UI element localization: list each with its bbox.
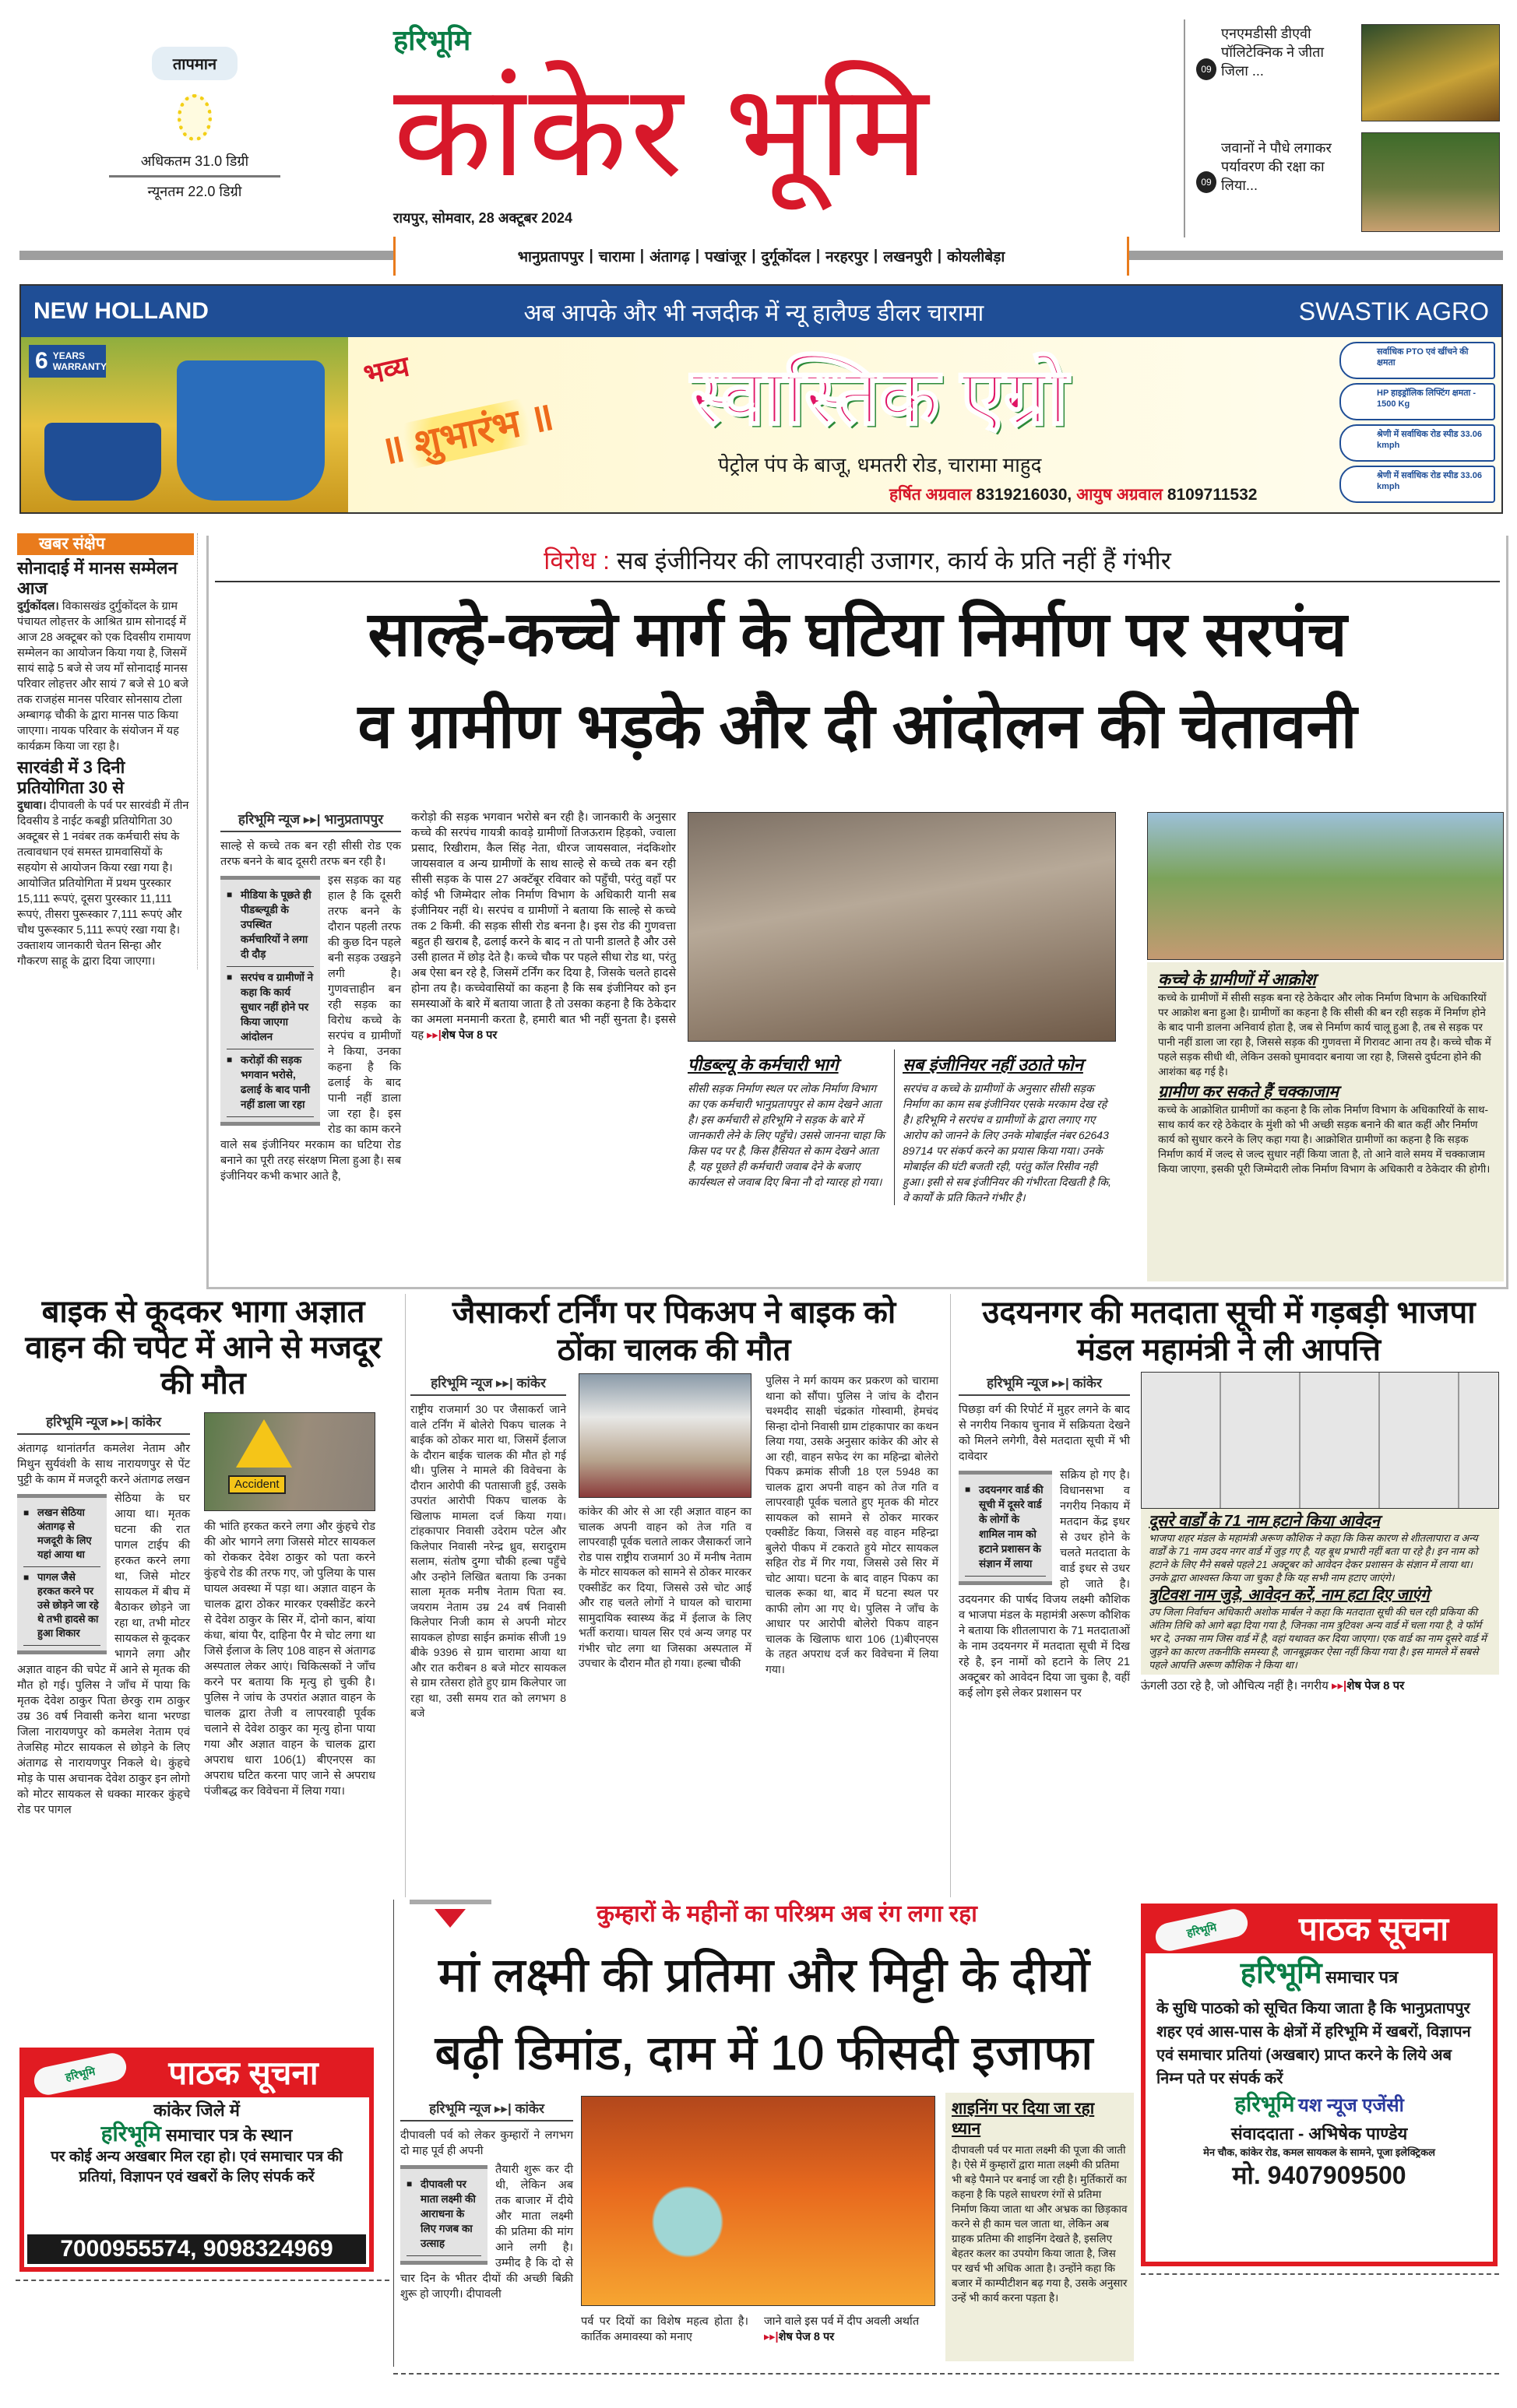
divider <box>16 2280 389 2281</box>
lead-col2: करोड़ो की सड़क भगवान भरोसे बन रही है। जानकारी के अनुसार कच्चे की सरपंच गायत्री कावड़े ग्रामीणों तिजऊराम हिड़को, ज्वाला प्रसाद, रिखीराम, कैल सिंह नेता, धीरज जायसवाल, नंदकिशोर जायसवाल व अन्य ग्रामीणों के साथ साल्हे से कच्चे तक बन रही सीसी सड़क के पास 27 अक्टॅबूर रविवार को पहुँची, परंतु वहाँ पर कोई भी जिम्मेदार लोक निर्माण विभाग के अधिकारी यानी सब इंजीनियर नहीं थे। सरपंच व ग्रामीणों ने बताया कि साल्हे से कच्चे तक 2 किमी. की सड़क सीसी रोड बनना है। इस रोड की गुणवत्ता बहुत ही खराब है, ढलाई करने के बाद न तो पानी डालते है और उसे उसी हालत में छोड़ देते है। कच्चे चौक पर पहले सीधा रोड था, परंतु अब ऐसा बन रहे है, जिसमें टर्निंग कर दिया है, जिसके चलते हादसे होना तय है। कच्चेवासियों का कहना है कि सब इंजीनियर को इन समस्याओं के बारे में बताया जाता है तो उसका कहना है कि ठेकेदार का अमला मनमानी करता है, हमारी बात भी नहीं सुनता है। इससे यह ▸▸|शेष पेज 8 पर <box>411 811 676 1042</box>
villagers-photo <box>1147 812 1504 960</box>
ad-business-name: स्वास्तिक एग्रो <box>691 353 1068 441</box>
brand-logo: हरिभूमि <box>393 24 471 56</box>
tractor-icon <box>177 360 325 501</box>
sidebar-engineer: सब इंजीनियर नहीं उठाते फोन सरपंच व कच्चे के ग्रामीणों के अनुसार सीसी सड़क निर्माण का काम सब इंजीनियर एसके मरकाम देख रहे है। हरिभूमि ने सरपंच व ग्रामीणों के द्वारा लगाए गए आरोप को जानने के लिए उनके मोबाईल नंबर 62643 89714 पर संकर्प करने का प्रयास किया गया। उनके मोबाईल की घंटी बजती रही, परंतु कॉल रिसीव नही हुआ। इसी से सब इंजीनियर की गंभीरता दिखती है कि, वे कार्यों के प्रति कितने गंभीर है। <box>894 1049 1116 1205</box>
lead-kicker: विरोध : सब इंजीनियर की लापरवाही उजागर, कार्य के प्रति नहीं हैं गंभीर <box>215 545 1500 582</box>
story-diya-demand: कुम्हारों के महीनों का परिश्रम अब रंग लगा रहा मां लक्ष्मी की प्रतिमा और मिट्टी के दीयों बढ़ी डिमांड, दाम में 10 फीसदी इजाफा हरिभूमि न्यूज ▸▸| कांकेर दीपावली पर्व को लेकर कुम्हारों ने लगभग दो माह पूर्व ही अपनी ■ दीपावली पर माता लक्ष्मी की आराधना के लिए गजब का उत्साह तैयारी शुरू कर दी थी, लेकिन अब तक बाजार में दीये और माता लक्ष्मी की प्रतिमा की मांग आने लगी है। उम्मीद है कि दो से चार दिन के भीतर दीयों की अच्छी बिक्री शुरू हो जाएगी। दीपावली पर्व पर दियों का विशेष महत्व होता है। कार्तिक अमावस्या को मनाए जाने वाले इस पर्व में दीप अवली अर्थात ▸▸|शेष पेज 8 पर शाइनिंग पर दिया जा रहा ध्यान दीपावली पर्व पर माता लक्ष्मी की पूजा की जाती है। ऐसे में कुम्हारों द्वारा माता लक्ष्मी की प्रतिमा भी बड़े पैमाने पर बनाई जा रही है। मुर्तिकारों का कहना है कि पहले साधरण रंगों से प्रतिमा निर्माण किया जाता था और अभ्रक का छिड़काव करने से ही काम चल जाता था, लेकिन अब ग्राहक प्रतिमा की शाइनिंग देखते है, इसलिए बेहतर कलर का उपयोग किया जाता है, जिस पर खर्च भी अधिक आता है। उन्होंने कहा कि बजार में काम्पीटीशन बढ़ गया है, उसके अनुसार उन्हें भी कार्य करना पड़ता है। <box>393 1900 1133 2367</box>
teaser-photo <box>1361 24 1500 121</box>
headline: जैसाकर्रा टर्निंग पर पिकअप ने बाइक को ठोंका चालक की मौत <box>452 1295 896 1367</box>
sun-icon <box>178 94 212 141</box>
reader-notice-left: हरिभूमि पाठक सूचना कांकेर जिले में हरिभूमि समाचार पत्र के स्थान पर कोई अन्य अखबार मिल रहा हो। एवं समाचार पत्र की प्रतियां, विज्ञापन एवं खबरों के लिए संपर्क करें 7000955574, 9098324969 <box>19 2048 374 2272</box>
location-link[interactable]: कोयलीबेड़ा <box>947 249 1005 265</box>
briefs-header: खबर संक्षेप <box>17 533 194 555</box>
separator: | <box>589 248 593 264</box>
tractor-icon <box>44 423 161 501</box>
bike-col1: हरिभूमि न्यूज ▸▸| कांकेर अंतागढ़ थानांतर्गत कमलेश नेताम और मिथुन सुर्यवंशी के साथ नारायणपुर से पेंट पुट्टी के काम में मजदूरी करने अंतागढ लखन ■ लखन सेठिया अंतागढ़ से मजदूरी के लिए यहां आया था ■ पागल जैसे हरकत करने पर उसे छोड़ने जा रहे थे तभी हादसे का हुआ शिकार सेठिया के घर आया था। मृतक घटना की रात पागल टाईप की हरकत करने लगा था, जिसे मोटर सायकल में बीच में बैठाकर छोड़ने जा रहा था, तभी मोटर सायकल से कूदकर भागने लगा और अज्ञात वाहन की चपेट में आने से मृतक की मौत हो गई। पुलिस ने जाँच में पाया कि मृतक देवेश ठाकुर पिता छेरकु राम ठाकुर उम्र 36 वर्ष निवासी कनेरा थाना भरण्डा जिला नारायणपुर को कमलेश नेताम एवं तेजसिह मोटर सायकल से छोड़ने के लिए अंतागढ से नारायणपुर निकले थे। कुंहचे मोड़ के पास अचानक देवेश ठाकुर इन लोगो को मोटर सायकल से धक्का मारकर कुंहचे रोड पर पागल <box>17 1412 190 1818</box>
continued-link[interactable]: ▸▸|शेष पेज 8 पर <box>764 2331 835 2343</box>
location-link[interactable]: पखांजूर <box>705 249 747 265</box>
chevron-down-icon <box>435 1909 466 1928</box>
lead-col1: हरिभूमि न्यूज ▸▸| भानुप्रतापपुर साल्हे से कच्चे तक बन रही सीसी रोड एक तरफ बनने के बाद दूसरी तरफ बन रही है। ■ मीडिया के पूछते ही पीडब्ल्यूडी के उपस्थित कर्मचारियों ने लगा दी दौड़ ■ सरपंच व ग्रामीणों ने कहा कि कार्य सुधार नहीं होने पर किया जाएगा आंदोलन ■ करोड़ों की सड़क भगवान भरोसे, ढलाई के बाद पानी नहीं डाला जा रहा इस सड़क का यह हाल है कि दूसरी तरफ बनने के दौरान पहली तरफ की कुछ दिन पहले बनी सड़क उखड़ने लगी है। गुणवत्ताहीन बन रही सड़क का विरोध कच्चे के सरपंच व ग्रामीणों ने किया, उनका कहना है कि ढलाई के बाद पानी नहीं डाला जा रहा है। इस रोड का काम करने वाले सब इंजीनियर मरकाम का घटिया रोड बनाने का पूरी तरह संरक्षण मिला हुआ है। सब इंजीनियर कभी कभार आते है, <box>220 810 401 1184</box>
ad-header <box>21 286 1501 337</box>
accident-image <box>204 1412 375 1511</box>
headline: बाइक से कूदकर भागा अज्ञात वाहन की चपेट में आने से मजदूर की मौत <box>25 1295 382 1401</box>
ad-feature: श्रेणी में सर्वाधिक रोड स्पीड 33.06 kmph <box>1339 466 1495 503</box>
new-holland-logo: NEW HOLLAND <box>33 298 209 324</box>
voter-list-photo <box>1141 1372 1499 1509</box>
brief-item: सोनादाई में मानस सम्मेलन आज दुर्गुकोंदल। विकासखंड दुर्गुकोंदल के ग्राम पंचायत लोहत्तर के आश्रित ग्राम सोनादई में आज 28 अक्टूबर को एक दिवसीय रामायण सम्मेलन का आयोजन किया गया है, जिसमें सायं साढ़े 5 बजे से जय माँ सोनादाई मानस परिवार लोहत्तर और सायं 7 बजे से 10 बजे तक राजहंस मानस परिवार सोनसाय टोला अम्बागढ़ चौकी के द्वारा मानस पाठ किया जाएगा। नायक परिवार के संयोजन में यह कार्यक्रम किया जा रहा है। <box>17 558 194 754</box>
swastik-agro-logo: SWASTIK AGRO <box>1298 297 1489 325</box>
news-briefs <box>17 533 198 969</box>
highlights-box: ■ लखन सेठिया अंतागढ़ से मजदूरी के लिए यहां आया था ■ पागल जैसे हरकत करने पर उसे छोड़ने जा रहे थे तभी हादसे का हुआ शिकार <box>17 1494 107 1654</box>
lead-story <box>206 536 1508 1289</box>
location-link[interactable]: चारामा <box>598 249 635 265</box>
bike-col2: Accident की भांति हरकत करने लगा और कुंहचे रोड की ओर भागने लगा जिससे मोटर सायकल को रोककर देवेश ठाकुर को पता करने कुंहचे रोड की तरफ गए, जो पुलिया के पास घायल अवस्था में पड़ा था। अज्ञात वाहन के चालक द्वारा ठोकर मारकर एक्सीडेंट करने से देवेश ठाकुर के सिर में, दोनो कान, बांया कंधा, बांया पैर, दाहिना पैर मे चोट लगा था जिसे ईलाज के लिए 108 वाहन से अंतागढ अस्पताल लेकर आएं। चिकित्सकों ने जाँच करने पर बताया कि मृत्यु हो चुकी है। पुलिस ने जांच के उपरांत अज्ञात वाहन के चालक द्वारा तेजी व लापरवाही पूर्वक चलाने से देवेश ठाकुर का मृत्यु होना पाया गया और अज्ञात वाहन के चालक द्वारा अपराध धारा 106(1) बीएनएस का अपराध घटित करना पाए जाने से अपराध पंजीबद्ध कर विवेचना में लिया गया। <box>204 1412 375 1799</box>
headline: मां लक्ष्मी की प्रतिमा और मिट्टी के दीयों बढ़ी डिमांड, दाम में 10 फीसदी इजाफा <box>435 1949 1093 2080</box>
bhavya-text: भव्य <box>361 350 413 391</box>
highlights-box: ■ दीपावली पर माता लक्ष्मी की आराधना के लिए गजब का उत्साह <box>400 2165 487 2265</box>
newspaper-title: कांकेर भूमि <box>393 59 931 202</box>
lead-headline: साल्हे-कच्चे मार्ग के घटिया निर्माण पर सरपंच व ग्रामीण भड़के और दी आंदोलन की चेतावनी <box>357 599 1357 761</box>
kicker: कुम्हारों के महीनों का परिश्रम अब रंग लगा रहा <box>597 1901 977 1927</box>
brief-text: विकासखंड दुर्गुकोंदल के ग्राम पंचायत लोहत्तर के आश्रित ग्राम सोनादई में आज 28 अक्टूबर को एक दिवसीय रामायण सम्मेलन का आयोजन किया गया है, जिसमें सायं साढ़े 5 बजे से जय माँ सोनादाई मानस परिवार लोहत्तर और सायं 7 बजे से 10 बजे तक राजहंस मानस परिवार सोनसाय टोला अम्बागढ़ चौकी के द्वारा मानस पाठ किया जाएगा। नायक परिवार के संयोजन में यह कार्यक्रम किया जा रहा है। <box>17 600 191 753</box>
weather-label: तापमान <box>152 47 238 80</box>
road-photo <box>688 812 1116 1042</box>
warning-sign-icon <box>236 1419 292 1468</box>
brief-text: दीपावली के पर्व पर सारवंडी में तीन दिवसीय डे नाईट कबड्डी प्रतियोगिता 30 अक्टूबर से 1 नवंबर तक कर्मचारी संघ के तत्वावधान एवं समस्त ग्रामवासियों के सहयोग से आयोजन किया रखा गया है। आयोजित प्रतियोगिता में प्रथम पुरस्कार 15,111 रूपएं, दूसरा पुरस्कार 11,111 रूपएं, तीसरा पुरूस्कार 7,111 रूपएं और चौथ पुरूस्कार 5,111 रूपएं रखा गया है। उक्ताशय जानकारी चेतन सिन्हा और गौकरण साहू के द्वारा दिया जाएगा। <box>17 800 189 968</box>
newspaper-roll-icon: हरिभूमि <box>32 2051 129 2097</box>
story-bike-accident <box>17 1294 389 2041</box>
teaser-item[interactable] <box>1196 132 1504 234</box>
location-nav <box>393 237 1129 276</box>
byline: हरिभूमि न्यूज ▸▸| कांकेर <box>17 1412 190 1435</box>
story-voter-list <box>950 1294 1507 1897</box>
teaser-photo <box>1361 132 1500 232</box>
ad-feature: श्रेणी में सर्वाधिक रोड स्पीड 33.06 kmph <box>1339 424 1495 462</box>
weather-widget <box>109 47 280 202</box>
separator: | <box>937 248 942 264</box>
pickup-photo <box>579 1373 751 1498</box>
voter-col1: हरिभूमि न्यूज ▸▸| कांकेर पिछड़ा वर्ग की रिपोर्ट में मुहर लगने के बाद से नगरीय निकाय चुनाव में सक्रियता देखने को मिलने लगेगी, वैसे मतदाता सूची में भी दावेदार ■ उदयनगर वार्ड की सूची में दूसरे वार्ड के लोगों के शामिल नाम को हटाने प्रशासन के संज्ञान में लाया सक्रिय हो गए है। विधानसभा व नगरीय निकाय में मतदान केंद्र इधर से उधर होने के चलते मतदाता के वार्ड इधर से उधर हो जाते है। उदयनगर की पार्षद विजय लक्ष्मी कौशिक व भाजपा मंडल के महामंत्री अरूण कौशिक ने बताया कि शीतलापारा के 71 मतदाताओं के नाम उदयनगर में मतदाता सूची में दिख रहे है, इन नामों को हटाने के लिए 21 अक्टूबर को आवेदन दिया जा चुका है, वहीं कई लोग इसे लेकर प्रशासन पर <box>959 1373 1130 1701</box>
masthead <box>393 23 1125 232</box>
byline: हरिभूमि न्यूज ▸▸| भानुप्रतापपुर <box>220 810 401 832</box>
separator: | <box>695 248 700 264</box>
diya-col1: हरिभूमि न्यूज ▸▸| कांकेर दीपावली पर्व को लेकर कुम्हारों ने लगभग दो माह पूर्व ही अपनी ■ दीपावली पर माता लक्ष्मी की आराधना के लिए गजब का उत्साह तैयारी शुरू कर दी थी, लेकिन अब तक बाजार में दीये और माता लक्ष्मी की प्रतिमा की मांग आने लगी है। उम्मीद है कि दो से चार दिन के भीतर दीयों की अच्छी बिक्री शुरू हो जाएगी। दीपावली <box>400 2099 573 2302</box>
reader-notice-right: हरिभूमि पाठक सूचना हरिभूमि समाचार पत्र के सुधि पाठको को सूचित किया जाता है कि भानुप्रतापपुर शहर एवं आस-पास के क्षेत्रों में हरिभूमि में खबरों, विज्ञापन एवं समाचार प्रतियां (अखबार) प्राप्त करने के लिये अब निम्न पते पर संपर्क करें हरिभूमि यश न्यूज एजेंसी संवाददाता - अभिषेक पाण्डेय मेन चौक, कांकेर रोड, कमल सायकल के सामने, पूजा इलेक्ट्रिकल मो. 9407909500 <box>1141 1904 1498 2266</box>
diya-photo <box>581 2096 935 2306</box>
newspaper-roll-icon: हरिभूमि <box>1153 1907 1251 1953</box>
page-badge: 09 <box>1196 171 1216 193</box>
byline: हरिभूमि न्यूज ▸▸| कांकेर <box>410 1373 566 1396</box>
separator: | <box>873 248 878 264</box>
tractor-image <box>21 337 348 514</box>
location-link[interactable]: नरहरपुर <box>825 249 868 265</box>
phone-number: मो. 9407909500 <box>1232 2161 1406 2189</box>
continued-link[interactable]: ▸▸|शेष पेज 8 पर <box>1331 1679 1405 1693</box>
highlights-box: ■ उदयनगर वार्ड की सूची में दूसरे वार्ड के लोगों के शामिल नाम को हटाने प्रशासन के संज्ञान में लाया <box>959 1471 1052 1585</box>
advertisement-swastik-agro[interactable] <box>19 284 1503 514</box>
shubharambh-text: ॥ शुभारंभ ॥ <box>376 394 558 473</box>
pickup-col1: हरिभूमि न्यूज ▸▸| कांकेर राष्ट्रीय राजमार्ग 30 पर जैसाकर्रा जाने वाले टर्निंग में बोलेरो पिकप चालक ने बाईक को ठोकर मारा था, जिसमें ईलाज के दौरान बाईक चालक की मौत हो गई थी। पुलिस ने मामले की विवेचना के दौरान आरोपी की पतासाजी हुई, उसके उपरांत आरोपी पिकप चालक के खिलाफ मामला दर्ज किया गया। टांहकापार निवासी उदेराम पटेल और किलेपार निवासी नरेन्द्र ध्रुव, सरादुराम सलाम, संतोष दुग्गा चौकी हल्बा पहुँचे और उन्होने लिखित बताया कि उनका साला मृतक मनीष नेताम पिता स्व. जयराम नेताम उम्र 24 वर्ष निवासी किलेपार निजी काम से अपनी मोटर सायकल होण्डा साईन क्रमांक सीजी 19 बीके 9396 से ग्राम चारामा आया था और रात करीबन 8 बजे मोटर सायकल से ग्राम रतेसरा होते हुए ग्राम किलेपार जा रहा था, उसी समय रात को लगभग 8 बजे <box>410 1373 566 1721</box>
teasers <box>1184 19 1507 237</box>
dateline: रायपुर, सोमवार, 28 अक्टूबर 2024 <box>393 210 573 226</box>
brief-title: सारवंडी में 3 दिनी प्रतियोगिता 30 से <box>17 758 125 797</box>
pickup-col2: कांकेर की ओर से आ रही अज्ञात वाहन का चालक अपनी वाहन को तेज गति व लापरवाही पूर्वक चलाते लाकर जैसाकर्रा जाने रोड पास राष्ट्रीय राजमार्ग 30 में मनीष नेताम के मोटर सायकल को सामने से ठोकर मारकर एक्सीडेंट कर दिया, जिससे उसे चोट आई और राह चलते लोगों ने घायल को चारामा सामुदायिक स्वास्थ्य केंद्र में ईलाज के लिए भर्ती कराया। घायल सिर एवं अन्य जगह पर गंभीर चोट लगा था जिसका अस्पताल में उपचार के दौरान मौत हो गया। हल्बा चौकी <box>579 1373 751 1672</box>
divider <box>1141 2273 1499 2275</box>
ad-contacts: हर्षित अग्रवाल 8319216030, आयुष अग्रवाल 8109711532 <box>889 486 1258 504</box>
min-temperature: न्यूनतम 22.0 डिग्री <box>147 184 242 199</box>
sidebar-pwd: पीडब्ल्यू के कर्मचारी भागे सीसी सड़क निर्माण स्थल पर लोक निर्माण विभाग का एक कर्मचारी भानुप्रतापपुर से काम देखने आता है। इस कर्मचारी से हरिभूमि ने सड़क के बारे में जानकारी लेने के लिए पहुँचे। उससे जानना चाहा कि किस पद पर है, किस हैसियत से काम देखने आता है, यह पूछते ही कर्मचारी जवाब देने के बजाए कार्यस्थल से जवाब दिए बिना नौ दो ग्यारह हो गया। <box>688 1055 885 1188</box>
phone-numbers: 7000955574, 9098324969 <box>27 2234 366 2264</box>
teaser-text: जवानों ने पौधे लगाकर पर्यावरण की रक्षा का लिया... <box>1221 140 1332 193</box>
separator: | <box>751 248 756 264</box>
story-pickup-accident: जैसाकर्रा टर्निंग पर पिकअप ने बाइक को ठोंका चालक की मौत हरिभूमि न्यूज ▸▸| कांकेर राष्ट्रीय राजमार्ग 30 पर जैसाकर्रा जाने वाले टर्निंग में बोलेरो पिकप चालक ने बाईक को ठोकर मारा था, जिसमें ईलाज के दौरान बाईक चालक की मौत हो गई थी। पुलिस ने मामले की विवेचना के दौरान आरोपी की पतासाजी हुई, उसके उपरांत आरोपी पिकप चालक के खिलाफ मामला दर्ज किया गया। टांहकापार निवासी उदेराम पटेल और किलेपार निवासी नरेन्द्र ध्रुव, सरादुराम सलाम, संतोष दुग्गा चौकी हल्बा पहुँचे और उन्होने लिखित बताया कि उनका साला मृतक मनीष नेताम पिता स्व. जयराम नेताम उम्र 24 वर्ष निवासी किलेपार निजी काम से अपनी मोटर सायकल होण्डा साईन क्रमांक सीजी 19 बीके 9396 से ग्राम चारामा आया था और रात करीबन 8 बजे मोटर सायकल से ग्राम रतेसरा होते हुए ग्राम किलेपार जा रहा था, उसी समय रात को लगभग 8 बजे कांकेर की ओर से आ रही अज्ञात वाहन का चालक अपनी वाहन को तेज गति व लापरवाही पूर्वक चलाते लाकर जैसाकर्रा जाने रोड पास राष्ट्रीय राजमार्ग 30 में मनीष नेताम के मोटर सायकल को सामने से ठोकर मारकर एक्सीडेंट कर दिया, जिससे उसे चोट आई और राह चलते लोगों ने घायल को चारामा सामुदायिक स्वास्थ्य केंद्र में ईलाज के लिए भर्ती कराया। घायल सिर एवं अन्य जगह पर गंभीर चोट लगा था जिसका अस्पताल में उपचार के दौरान मौत हो गया। हल्बा चौकी पुलिस ने मर्ग कायम कर प्रकरण को चारामा थाना को सौंपा। पुलिस ने जांच के दौरान चश्मदीद साक्षी चंद्रकांत गोस्वामी, हेमचंद सिन्हा दोनो निवासी ग्राम टांहकापार का कथन लिया गया, उसके अनुसार कांकेर की ओर से आ रही, वाहन सफेद रंग का महिन्द्रा बोलेरो पिकप क्रमांक सीजी 18 एल 5948 का चालक द्वारा अपनी वाहन को तेज गति व लापरवाही पूर्वक चलाते हुए मृतक की मोटर सायकल को सामने से ठोकर मारकर एक्सीडेंट किया, जिससे वह वाहन महिन्द्रा बुलेरो पीकप में टकराते हुये मोटर सायकल सहित रोड में गिर गया, जिससे उसे सिर में चोट आया। घटना के बाद वाहन पिकप का चालक रूका था, बाद में घटना स्थल पर काफी लोग आ गए थे। पुलिस ने जाँच के आधार पर आरोपी बोलेरो पिकप वाहन चालक के खिलाफ धारा 106 (1)बीएनएस के तहत अपराध दर्ज कर विवेचना में लिया गया। <box>405 1294 942 1897</box>
continued-link[interactable]: ▸▸|शेष पेज 8 पर <box>427 1029 498 1042</box>
brief-item: सारवंडी में 3 दिनी प्रतियोगिता 30 से दुधावा। दीपावली के पर्व पर सारवंडी में तीन दिवसीय डे नाईट कबड्डी प्रतियोगिता 30 अक्टूबर से 1 नवंबर तक कर्मचारी संघ के तत्वावधान एवं समस्त ग्रामवासियों के सहयोग से आयोजन किया रखा गया है। आयोजित प्रतियोगिता में प्रथम पुरस्कार 15,111 रूपएं, दूसरा पुरस्कार 11,111 रूपएं, तीसरा पुरूस्कार 7,111 रूपएं और चौथ पुरूस्कार 5,111 रूपएं रखा गया है। उक्ताशय जानकारी चेतन सिन्हा और गौकरण साहू के द्वारा दिया जाएगा। <box>17 758 194 969</box>
teaser-text: एनएमडीसी डीएवी पॉलिटेक्निक ने जीता जिला ... <box>1221 26 1325 79</box>
teaser-item[interactable] <box>1196 24 1504 125</box>
location-link[interactable]: अंतागढ़ <box>649 249 690 265</box>
location-link[interactable]: भानुप्रतापपुर <box>517 249 584 265</box>
location-link[interactable]: दुर्गूकोंदल <box>761 249 811 265</box>
voter-col2: दूसरे वार्डों के 71 नाम हटाने किया आवेदन भाजपा शहर मंडल के महामंत्री अरूण कौशिक ने कहा कि किस कारण से शीतलापारा व अन्य वार्डों के 71 नाम उदय नगर वार्ड में जुड़ गए है, यह बूथ प्रभारी नहीं बता पा रहे है। इन नाम को हटाने के लिए मैने सबसे पहले 21 अक्टूबर को आवेदन देकर प्रशासन के संज्ञान में लाया था। उनके द्वारा आश्वस्त किया जा चुका है कि यह सभी नाम हटाए जाएंगे। त्रुटिवश नाम जुड़े, आवेदन करें, नाम हटा दिए जाएंगे उप जिला निर्वाचन अधिकारी अशोक मार्बल ने कहा कि मतदाता सूची की चल रही प्रकिया की अंतिम तिथि को आगे बढ़ा दिया गया है, जिनका नाम त्रुटिवश अन्य वार्ड में चला गया है, वे फॉर्म भर दे, उनका नाम जिस वार्ड में है, वहां यथावत कर दिया जाएगा। एक वार्ड का नाम दूसरे वार्ड में जुड़ने का कारण तकनीकि समस्या है, जानबूझकर ऐसा नहीं किया गया है। इस मामले में सबसे पहले आपत्ति अरूण कौशिक ने किया था। ऊंगली उठा रहे है, जो औचित्य नहीं है। नगरीय ▸▸|शेष पेज 8 पर <box>1141 1372 1499 1695</box>
page-badge: 09 <box>1196 58 1216 80</box>
headline: उदयनगर की मतदाता सूची में गड़बड़ी भाजपा मंडल महामंत्री ने ली आपत्ति <box>982 1295 1476 1367</box>
divider-bar <box>410 1900 491 1904</box>
highlights-box: ■ मीडिया के पूछते ही पीडब्ल्यूडी के उपस्थित कर्मचारियों ने लगा दी दौड़ ■ सरपंच व ग्रामीणों ने कहा कि कार्य सुधार नहीं होने पर किया जाएगा आंदोलन ■ करोड़ों की सड़क भगवान भरोसे, ढलाई के बाद पानी नहीं डाला जा रहा <box>220 876 320 1126</box>
location-link[interactable]: लखनपुरी <box>883 249 932 265</box>
ad-tagline: अब आपके और भी नजदीक में न्यू हालैण्ड डीलर चारामा <box>523 300 984 326</box>
ad-feature: HP हाइड्रॉलिक लिफ्टिंग क्षमता - 1500 Kg <box>1339 383 1495 420</box>
brief-title: सोनादाई में मानस सम्मेलन आज <box>17 558 178 598</box>
max-temperature: अधिकतम 31.0 डिग्री <box>109 152 280 178</box>
warranty-badge: 6 YEARS WARRANTY <box>29 345 106 378</box>
separator: | <box>815 248 821 264</box>
divider <box>393 2373 1499 2375</box>
separator: | <box>639 248 645 264</box>
sidebar-villagers: कच्चे के ग्रामीणों में आक्रोश कच्चे के ग्रामीणों में सीसी सड़क बना रहे ठेकेदार और लोक निर्माण विभाग के अधिकारियों पर आक्रोश बना हुआ है। ग्रामीणों का कहना है कि सीसी की बन रही सड़क में निर्माण होने के बाद पानी डालना अनिवार्य होता है, जब से निर्माण कार्य चालू हुआ है, तब से सड़क पर पानी नहीं डाला जा रहा है, जिससे सड़क की गुणवत्ता में गिरावट आना तय है। कच्चे चौक में पहले सड़क सीधी थी, लेकिन उसको घुमावदार बनाया जा रहा है, जिससे दुर्घटना होने की आशंका बढ़ गई है। ग्रामीण कर सकते हैं चक्काजाम कच्चे के आक्रोशित ग्रामीणों का कहना है कि लोक निर्माण विभाग के अधिकारियों के साथ-साथ कार्य कर रहे ठेकेदार के मुंशी को भी अच्छी सड़क बनाने की बात कहीं और निर्माण कार्य को सुधार करने के लिए कहा गया है। आक्रोशित ग्रामीणों का कहना है कि सड़क निर्माण कार्य में जल्द से जल्द सुधार नहीं किया जाता है, तो आने वाले समय में चक्काजाम किया जाएगा, इसकी पूरी जिम्मेदारी लोक निर्माण विभाग के अधिकारी व ठेकेदार की होगी। <box>1147 962 1504 1281</box>
shining-sidebar: शाइनिंग पर दिया जा रहा ध्यान दीपावली पर्व पर माता लक्ष्मी की पूजा की जाती है। ऐसे में कुम्हारों द्वारा माता लक्ष्मी की प्रतिमा भी बड़े पैमाने पर बनाई जा रही है। मुर्तिकारों का कहना है कि पहले साधरण रंगों से प्रतिमा निर्माण किया जाता था और अभ्रक का छिड़काव करने से ही काम चल जाता था, लेकिन अब ग्राहक प्रतिमा की शाइनिंग देखते है, इसलिए बेहतर कलर का उपयोग किया जाता है, जिस पर खर्च भी अधिक आता है। उन्होंने कहा कि बजार में काम्पीटीशन बढ़ गया है, उसके अनुसार उन्हें भी कार्य करना पड़ता है। <box>945 2093 1134 2361</box>
byline: हरिभूमि न्यूज ▸▸| कांकेर <box>959 1373 1130 1396</box>
voter-sidebar: दूसरे वार्डों के 71 नाम हटाने किया आवेदन भाजपा शहर मंडल के महामंत्री अरूण कौशिक ने कहा कि किस कारण से शीतलापारा व अन्य वार्डों के 71 नाम उदय नगर वार्ड में जुड़ गए है, यह बूथ प्रभारी नहीं बता पा रहे है। इन नाम को हटाने के लिए मैने सबसे पहले 21 अक्टूबर को आवेदन देकर प्रशासन के संज्ञान में लाया था। उनके द्वारा आश्वस्त किया जा चुका है कि यह सभी नाम हटाए जाएंगे। त्रुटिवश नाम जुड़े, आवेदन करें, नाम हटा दिए जाएंगे उप जिला निर्वाचन अधिकारी अशोक मार्बल ने कहा कि मतदाता सूची की चल रही प्रकिया की अंतिम तिथि को आगे बढ़ा दिया गया है, जिनका नाम त्रुटिवश अन्य वार्ड में चला गया है, वे फॉर्म भर दे, उनका नाम जिस वार्ड में है, वहां यथावत कर दिया जाएगा। एक वार्ड का नाम दूसरे वार्ड में जुड़ने का कारण तकनीकि समस्या है, जानबूझकर ऐसा नहीं किया गया है। इस मामले में सबसे पहले आपत्ति अरूण कौशिक ने किया था। <box>1141 1509 1499 1675</box>
ad-feature: सर्वाधिक PTO एवं खींचने की क्षमता <box>1339 342 1495 379</box>
ad-features <box>1339 342 1495 503</box>
accident-label: Accident <box>228 1475 286 1494</box>
byline: हरिभूमि न्यूज ▸▸| कांकेर <box>400 2099 573 2122</box>
ad-address: पेट्रोल पंप के बाजू, धमतरी रोड, चारामा माहुद <box>718 453 1042 476</box>
